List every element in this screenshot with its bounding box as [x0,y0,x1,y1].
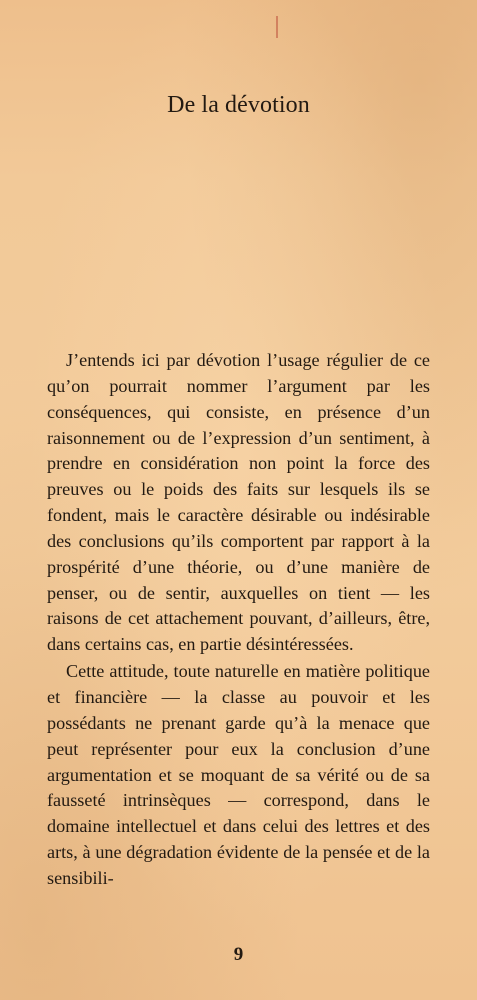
chapter-title: De la dévotion [167,92,310,118]
paragraph-1: J’entends ici par dévotion l’usage régulier de ce qu’on pourrait nommer l’argument par les conséquences, qui consiste, en présence d’un raisonnement ou de l’expression d’un sentiment, à prendre en considération non point la force des preuves ou le poids des faits sur lesquels ils se fondent, mais le caractère désirable ou indésirable des conclusions qu’ils comportent par rapport à la prospérité d’une théorie, ou d’une manière de penser, ou de sentir, auxquelles on tient — les raisons de cet attachement pouvant, d’ailleurs, être, dans certains cas, en partie désintéressées. [47,350,430,655]
paper-crease-mark [276,16,278,38]
paragraph-2: Cette attitude, toute naturelle en matière politique et financière — la classe au pouvoir et les possédants ne prenant garde qu’à la menace que peut représenter pour eux la conclusion d’une argumentation et se moquant de sa vérité ou de sa fausseté intrinsèques — correspond, dans le domaine intellectuel et dans celui des lettres et des arts, à une dégradation évidente de la pensée et de la sensibili- [47,661,430,888]
page-number: 9 [233,944,244,965]
body-text [47,348,430,892]
